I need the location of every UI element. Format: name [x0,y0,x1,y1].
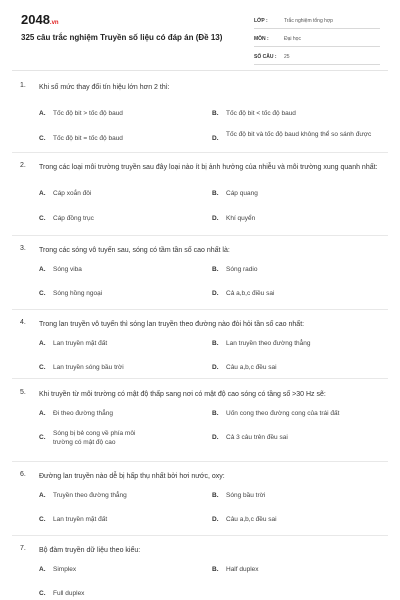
question-divider [12,309,388,310]
question-text: Trong các loại môi trường truyền sau đây loại nào ít bị ảnh hưởng của nhiễu và môi trường xung quanh nhất: [39,164,378,171]
question-text: Khi số mức thay đổi tín hiệu lớn hơn 2 thì: [39,84,170,91]
meta-value: Đại học [284,36,301,42]
option-letter: A. [39,566,46,573]
option-letter: C. [39,215,46,222]
option-text: Câu a,b,c đều sai [226,364,277,371]
option-text: Half duplex [226,566,259,573]
meta-row-subject [254,32,380,47]
option-letter: C. [39,434,46,441]
question-number: 3. [20,245,26,252]
question-text: Khi truyền từ môi trường có mật độ thấp sang nơi có mật độ cao sóng có tầng số >30 Hz sẽ: [39,391,326,398]
option-text: Sóng bầu trời [226,492,266,499]
option-text: Sóng hồng ngoại [53,290,103,297]
question-divider [12,535,388,536]
option-letter: D. [212,215,219,222]
option-text: Cả a,b,c điều sai [226,290,275,297]
option-letter: A. [39,492,46,499]
question-number: 1. [20,82,26,89]
header-divider [12,70,388,71]
option-letter: C. [39,135,46,142]
option-text: Cả 3 câu trên đều sai [226,434,288,441]
logo-main: 2048 [21,12,50,27]
option-text: Sóng viba [53,266,82,273]
question-number: 6. [20,471,26,478]
option-letter: D. [212,434,219,441]
question-text: Đường lan truyền nào dễ bị hấp thụ nhất bởi hơi nước, oxy: [39,473,225,480]
site-logo[interactable] [21,12,59,27]
option-text: Full duplex [53,590,85,597]
meta-value: 25 [284,54,290,60]
option-text: Sóng bị bẻ cong về phía môi trường có mật độ cao [53,430,136,446]
option-letter: B. [212,410,219,417]
option-letter: A. [39,340,46,347]
option-text: Tốc độ bit > tốc độ baud [53,110,123,117]
option-letter: A. [39,266,46,273]
option-letter: D. [212,135,219,142]
option-letter: A. [39,110,46,117]
option-text: Tốc độ bit = tốc độ baud [53,135,123,142]
question-divider [12,378,388,379]
option-letter: C. [39,516,46,523]
option-letter: B. [212,190,219,197]
option-text: Simplex [53,566,77,573]
option-letter: B. [212,492,219,499]
option-letter: B. [212,110,219,117]
option-text: Lan truyền mặt đất [53,516,108,523]
document-header [0,0,400,70]
option-text: Cáp quang [226,190,258,197]
question-text: Trong các sóng vô tuyến sau, sóng có tầm tần số cao nhất là: [39,247,230,254]
option-text: Lan truyền theo đường thẳng [226,340,311,347]
question-divider [12,461,388,462]
option-letter: B. [212,266,219,273]
question-text: Bộ đàm truyền dữ liệu theo kiểu: [39,547,141,554]
option-letter: A. [39,410,46,417]
option-letter: D. [212,364,219,371]
question-divider [12,152,388,153]
document-title: 325 câu trắc nghiệm Truyền số liệu có đáp án (Đề 13) [21,33,223,42]
document-meta [254,14,380,68]
option-text: Tốc độ bit và tốc độ baud không thể so sánh được [226,131,372,138]
question-divider [12,235,388,236]
option-text: Tốc độ bit < tốc độ baud [226,110,296,117]
option-text: Lan truyền mặt đất [53,340,108,347]
option-letter: C. [39,590,46,597]
meta-row-class [254,14,380,29]
question-text: Trong lan truyền vô tuyến thì sóng lan truyền theo đường nào đòi hỏi tần số cao nhất: [39,321,305,328]
option-letter: D. [212,290,219,297]
option-letter: B. [212,340,219,347]
question-number: 4. [20,319,26,326]
option-text: Uốn cong theo đường cong của trái đất [226,410,340,417]
logo-sub: .vn [49,20,59,26]
meta-label: LỚP : [254,18,268,24]
option-letter: D. [212,516,219,523]
option-text: Lan truyền sóng bầu trời [53,364,124,371]
meta-row-count [254,50,380,65]
option-text: Câu a,b,c đều sai [226,516,277,523]
option-letter: B. [212,566,219,573]
option-text: Cáp đồng trục [53,215,94,222]
meta-label: MÔN : [254,36,269,42]
option-text: Khí quyển [226,215,256,222]
option-letter: C. [39,364,46,371]
question-number: 5. [20,389,26,396]
option-text: Cáp xoắn đôi [53,190,92,197]
option-text: Sóng radio [226,266,258,273]
option-letter: C. [39,290,46,297]
meta-label: SỐ CÂU : [254,54,277,60]
question-number: 7. [20,545,26,552]
option-text: Đi theo đường thẳng [53,410,113,417]
option-letter: A. [39,190,46,197]
option-text: Truyền theo đường thẳng [53,492,127,499]
question-number: 2. [20,162,26,169]
meta-value: Trắc nghiệm tổng hợp [284,18,333,24]
